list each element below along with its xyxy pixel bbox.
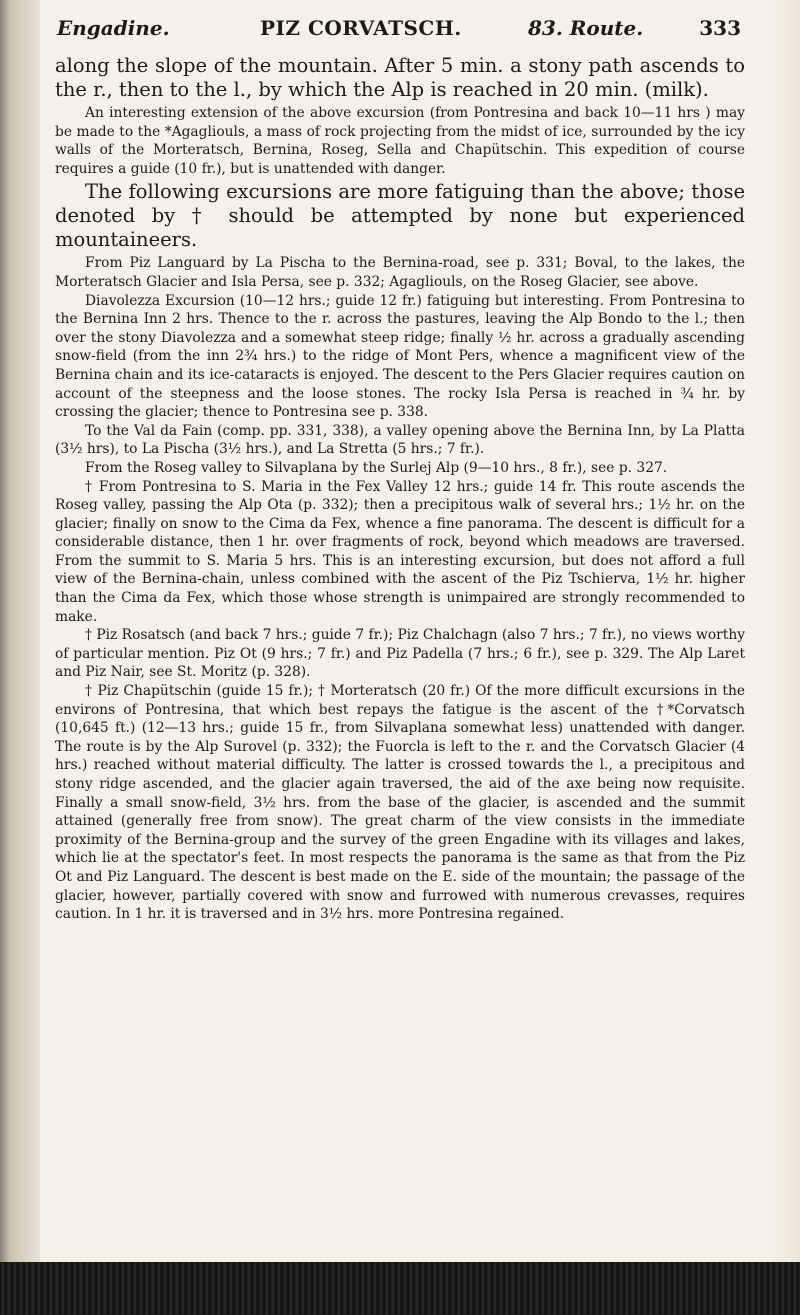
paragraph-agagliouls: An interesting extension of the above excursion (from Pontresina and back 10—11 hrs ) may be made to the *Agagliouls, a mass of rock projecting from the midst of ice, surrounded by the icy walls of the Morteratsch, Bernina, Roseg, Sella and Chapütschin. This expedition of course requires a guide (10 fr.), but is unattended with danger. <box>55 105 745 177</box>
page-content <box>55 10 745 924</box>
header-route: 83. Route. <box>528 16 644 40</box>
page-gutter-shadow <box>0 0 40 1315</box>
header-title: PIZ CORVATSCH. <box>260 16 462 40</box>
paragraph-roseg-silvaplana: From the Roseg valley to Silvaplana by the Surlej Alp (9—10 hrs., 8 fr.), see p. 327. <box>85 459 668 476</box>
paragraph-val-da-fain: To the Val da Fain (comp. pp. 331, 338), a valley opening above the Bernina Inn, by La Platta (3½ hrs), to La Pischa (3½ hrs.), and La Stretta (5 hrs.; 7 fr.). <box>55 422 745 458</box>
paragraph-diavolezza: Diavolezza Excursion (10—12 hrs.; guide 12 fr.) fatiguing but interesting. From Pontresina to the Bernina Inn 2 hrs. Thence to the r. across the pastures, leaving the Alp Bondo to the l.; then over the stony Diavolezza and a somewhat steep ridge; finally ½ hr. across a gradually ascending snow-field (from the inn 2¾ hrs.) to the ridge of Mont Pers, whence a magnificent view of the Bernina chain and its ice-cataracts is enjoyed. The descent to the Pers Glacier requires caution on account of the steepness and the loose stones. The rocky Isla Persa is reached in ¾ hr. by crossing the glacier; thence to Pontresina see p. 338. <box>55 292 745 421</box>
page-number: 333 <box>699 16 741 40</box>
paragraph-corvatsch: † Piz Chapütschin (guide 15 fr.); † Morteratsch (20 fr.) Of the more difficult excursions in the environs of Pontresina, that which best repays the fatigue is the ascent of the †*Corvatsch (10,645 ft.) (12—13 hrs.; guide 15 fr., from Silvaplana somewhat less) unattended with danger. The route is by the Alp Surovel (p. 332); the Fuorcla is left to the r. and the Corvatsch Glacier (4 hrs.) reached without material difficulty. The latter is crossed towards the l., a precipitous and stony ridge ascended, and the glacier again traversed, the aid of the axe being now requisite. Finally a small snow-field, 3½ hrs. from the base of the glacier, is ascended and the summit attained (generally free from snow). The great charm of the view consists in the immediate proximity of the Bernina-group and the survey of the green Engadine with its villages and lakes, which lie at the spectator's feet. In most respects the panorama is the same as that from the Piz Ot and Piz Languard. The descent is best made on the E. side of the mountain; the passage of the glacier, however, partially covered with snow and furrowed with numerous crevasses, requires caution. In 1 hr. it is traversed and in 3½ hrs. more Pontresina regained. <box>55 683 745 923</box>
header-region: Engadine. <box>57 16 170 40</box>
running-header <box>55 10 745 54</box>
paragraph-piz-languard: From Piz Languard by La Pischa to the Bernina-road, see p. 331; Boval, to the lakes, the Morteratsch Glacier and Isla Persa, see p. 332; Agagliouls, on the Roseg Glacier, see above. <box>55 255 745 290</box>
paragraph-piz-rosatsch: † Piz Rosatsch (and back 7 hrs.; guide 7 fr.); Piz Chalchagn (also 7 hrs.; 7 fr.), no views worthy of particular mention. Piz Ot (9 hrs.; 7 fr.) and Piz Padella (7 hrs.; 6 fr.), see p. 329. The Alp Laret and Piz Nair, see St. Moritz (p. 328). <box>55 627 745 681</box>
paragraph-fex-valley: † From Pontresina to S. Maria in the Fex Valley 12 hrs.; guide 14 fr. This route ascends the Roseg valley, passing the Alp Ota (p. 332); then a precipitous walk of several hrs.; 1½ hr. on the glacier; finally on snow to the Cima da Fex, whence a fine panorama. The descent is difficult for a considerable distance, then 1 hr. over fragments of rock, beyond which meadows are traversed. From the summit to S. Maria 5 hrs. This is an interesting excursion, but does not afford a full view of the Bernina-chain, unless combined with the ascent of the Piz Tschierva, 1½ hr. higher than the Cima da Fex, which those whose strength is unimpaired are strongly recommended to make. <box>55 478 745 625</box>
paragraph-fatiguing-notice: The following excursions are more fatiguing than the above; those denoted by † should be attempted by none but experienced mountaineers. <box>55 180 745 252</box>
scan-edge-band <box>0 1262 800 1315</box>
paragraph-intro: along the slope of the mountain. After 5 min. a stony path ascends to the r., then to the l., by which the Alp is reached in 20 min. (milk). <box>55 54 745 101</box>
